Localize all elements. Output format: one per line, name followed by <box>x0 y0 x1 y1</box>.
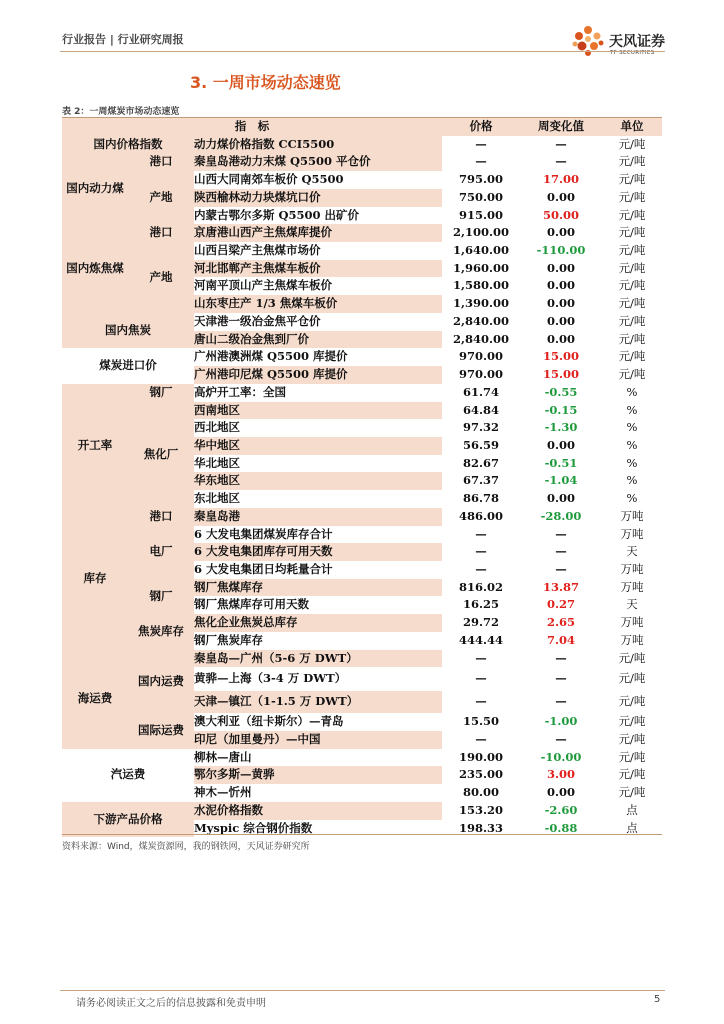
category-domestic-thermal-coal: 国内动力煤 <box>62 153 128 224</box>
price-cell: 198.33 <box>458 820 503 835</box>
table-row <box>62 348 662 366</box>
indicator-cell: 河北邯郸产主焦煤车板价 <box>194 260 442 278</box>
change-cell: — <box>555 671 567 686</box>
change-cell: 0.00 <box>546 189 575 204</box>
indicator-cell: 钢厂焦炭库存 <box>194 632 263 647</box>
unit-cell: 天 <box>626 597 638 612</box>
indicator-cell: 唐山二级冶金焦到厂价 <box>194 331 442 349</box>
price-cell: 2,840.00 <box>452 313 510 328</box>
sub-coke-inventory: 焦炭库存 <box>128 614 194 649</box>
unit-cell: 元/吨 <box>618 207 646 222</box>
unit-cell: 元/吨 <box>618 785 646 800</box>
indicator-cell: 山东枣庄产 1/3 焦煤车板价 <box>194 295 442 313</box>
unit-cell: 元/吨 <box>618 296 646 311</box>
unit-cell: 元/吨 <box>618 749 646 764</box>
unit-cell: 点 <box>626 802 638 817</box>
change-cell: 0.00 <box>546 785 575 800</box>
price-cell: 750.00 <box>458 189 503 204</box>
price-cell: 816.02 <box>458 579 503 594</box>
change-cell: 0.00 <box>546 260 575 275</box>
price-cell: 16.25 <box>462 597 499 612</box>
change-cell: 0.00 <box>546 331 575 346</box>
price-cell: 1,390.00 <box>452 296 510 311</box>
unit-cell: 万吨 <box>620 632 644 647</box>
table-row <box>62 136 662 154</box>
change-cell: 0.00 <box>546 296 575 311</box>
sub-port: 港口 <box>128 153 194 171</box>
indicator-cell: 柳林—唐山 <box>194 749 252 764</box>
indicator-cell: 东北地区 <box>194 491 240 506</box>
price-cell: — <box>475 154 487 169</box>
unit-cell: 天 <box>626 544 638 559</box>
indicator-cell: 印尼（加里曼丹）—中国 <box>194 731 442 749</box>
indicator-cell: 钢厂焦煤库存可用天数 <box>194 597 309 612</box>
category-sea-freight: 海运费 <box>62 650 128 749</box>
price-cell: 970.00 <box>458 367 503 382</box>
indicator-cell: 山西大同南郊车板价 Q5500 <box>194 172 344 187</box>
unit-cell: 元/吨 <box>618 367 646 382</box>
change-cell: -0.51 <box>544 455 578 470</box>
indicator-cell: 华中地区 <box>194 437 442 455</box>
table-caption: 表 2：一周煤炭市场动态速览 <box>62 107 180 117</box>
table-row <box>62 508 662 526</box>
change-cell: 50.00 <box>542 207 579 222</box>
page-number: 5 <box>654 994 661 1005</box>
change-cell: 0.27 <box>546 597 575 612</box>
table-row <box>62 313 662 331</box>
coal-market-table <box>62 118 662 837</box>
change-cell: — <box>555 561 567 576</box>
unit-cell: 元/吨 <box>618 172 646 187</box>
unit-cell: 元/吨 <box>618 732 646 746</box>
indicator-cell: 华东地区 <box>194 472 442 490</box>
price-cell: — <box>475 671 487 686</box>
price-cell: — <box>475 526 487 541</box>
footer-rule <box>60 990 665 991</box>
unit-cell: 万吨 <box>620 615 644 630</box>
change-cell: -28.00 <box>540 508 582 523</box>
unit-cell: % <box>626 402 638 417</box>
change-cell: 0.00 <box>546 278 575 293</box>
price-cell: 915.00 <box>458 207 503 222</box>
price-cell: 970.00 <box>458 349 503 364</box>
unit-cell: 元/吨 <box>618 671 646 686</box>
indicator-cell: 河南平顶山产主焦煤车板价 <box>194 278 332 293</box>
category-coal-import-price: 煤炭进口价 <box>62 348 194 383</box>
indicator-cell: 天津—镇江（1-1.5 万 DWT） <box>194 691 442 713</box>
price-cell: 56.59 <box>462 437 499 452</box>
sub-origin: 产地 <box>128 171 194 224</box>
change-cell: -110.00 <box>536 243 586 258</box>
unit-cell: % <box>626 455 638 470</box>
col-header-indicator: 指 标 <box>62 118 442 136</box>
sub-power-plant: 电厂 <box>128 526 194 579</box>
table-bottom-rule <box>62 834 662 835</box>
unit-cell: 元/吨 <box>618 349 646 364</box>
section-title: 3. 一周市场动态速览 <box>190 73 341 92</box>
col-header-change: 周变化值 <box>520 118 602 136</box>
indicator-cell: 动力煤价格指数 CCI5500 <box>194 136 442 154</box>
price-cell: 97.32 <box>462 420 499 435</box>
indicator-cell: 焦化企业焦炭总库存 <box>194 614 442 632</box>
unit-cell: 万吨 <box>620 579 644 594</box>
change-cell: — <box>555 694 567 709</box>
sub-origin: 产地 <box>128 242 194 313</box>
change-cell: 2.65 <box>546 615 575 630</box>
price-cell: — <box>475 732 487 746</box>
sub-steel-mill: 钢厂 <box>128 384 194 402</box>
table-row <box>62 802 662 820</box>
price-cell: 64.84 <box>462 402 499 417</box>
logo-text-cn: 天风证券 <box>609 34 665 50</box>
unit-cell: 元/吨 <box>618 767 646 782</box>
table-row <box>62 713 662 731</box>
col-header-price: 价格 <box>442 118 520 136</box>
change-cell: -1.00 <box>544 714 578 729</box>
unit-cell: 点 <box>626 820 638 835</box>
change-cell: 3.00 <box>546 767 575 782</box>
change-cell: 0.00 <box>546 313 575 328</box>
sub-steel-mill: 钢厂 <box>128 579 194 614</box>
company-logo <box>568 22 678 62</box>
change-cell: -0.15 <box>544 402 578 417</box>
price-cell: 2,840.00 <box>452 331 510 346</box>
change-cell: — <box>555 732 567 746</box>
col-header-unit: 单位 <box>602 118 662 136</box>
table-row <box>62 749 662 767</box>
price-cell: — <box>475 650 487 665</box>
unit-cell: 万吨 <box>620 508 644 523</box>
indicator-cell: 澳大利亚（纽卡斯尔）—青岛 <box>194 714 344 729</box>
disclaimer-text: 请务必阅读正文之后的信息披露和免责申明 <box>76 998 266 1009</box>
price-cell: — <box>475 694 487 709</box>
table-row <box>62 650 662 668</box>
unit-cell: 元/吨 <box>618 694 646 709</box>
logo-flower-icon <box>568 22 608 62</box>
price-cell: 1,580.00 <box>452 278 510 293</box>
change-cell: -1.30 <box>544 420 578 435</box>
indicator-cell: 广州港澳洲煤 Q5500 库提价 <box>194 349 348 364</box>
unit-cell: 元/吨 <box>618 650 646 665</box>
indicator-cell: 秦皇岛港动力末煤 Q5500 平仓价 <box>194 153 442 171</box>
price-cell: 444.44 <box>458 632 503 647</box>
price-cell: 486.00 <box>458 508 503 523</box>
price-cell: 190.00 <box>458 749 503 764</box>
unit-cell: 元/吨 <box>618 243 646 258</box>
price-cell: 15.50 <box>462 714 499 729</box>
change-cell: -0.55 <box>544 384 578 399</box>
sub-coking-plant: 焦化厂 <box>128 402 194 508</box>
category-operating-rate: 开工率 <box>62 384 128 508</box>
table-row <box>62 153 662 171</box>
unit-cell: 元/吨 <box>618 714 646 729</box>
indicator-cell: Myspic 综合钢价指数 <box>194 820 313 835</box>
table-row <box>62 242 662 260</box>
breadcrumb: 行业报告 | 行业研究周报 <box>62 33 184 46</box>
category-downstream-prices: 下游产品价格 <box>62 802 194 837</box>
category-domestic-index: 国内价格指数 <box>62 136 194 154</box>
change-cell: 13.87 <box>542 579 579 594</box>
indicator-cell: 钢厂焦煤库存 <box>194 579 442 597</box>
table-row <box>62 614 662 632</box>
indicator-cell: 神木—忻州 <box>194 785 252 800</box>
change-cell: — <box>555 544 567 559</box>
indicator-cell: 京唐港山西产主焦煤库提价 <box>194 224 442 242</box>
price-cell: 61.74 <box>462 384 499 399</box>
header-rule <box>60 51 665 52</box>
indicator-cell: 6 大发电集团煤炭库存合计 <box>194 526 333 541</box>
change-cell: 0.00 <box>546 491 575 506</box>
indicator-cell: 黄骅—上海（3-4 万 DWT） <box>194 671 347 686</box>
indicator-cell: 6 大发电集团库存可用天数 <box>194 543 442 561</box>
sub-port: 港口 <box>128 224 194 242</box>
change-cell: 7.04 <box>546 632 575 647</box>
indicator-cell: 6 大发电集团日均耗量合计 <box>194 561 333 576</box>
price-cell: 2,100.00 <box>452 225 510 240</box>
unit-cell: 元/吨 <box>618 225 646 240</box>
change-cell: 17.00 <box>542 172 579 187</box>
unit-cell: 元/吨 <box>618 154 646 169</box>
indicator-cell: 天津港一级冶金焦平仓价 <box>194 313 321 328</box>
unit-cell: % <box>626 384 638 399</box>
price-cell: 86.78 <box>462 491 499 506</box>
unit-cell: 元/吨 <box>618 136 646 151</box>
unit-cell: % <box>626 473 638 488</box>
price-cell: 80.00 <box>462 785 499 800</box>
unit-cell: 元/吨 <box>618 331 646 346</box>
table-row <box>62 579 662 597</box>
change-cell: 0.00 <box>546 225 575 240</box>
category-domestic-coke: 国内焦炭 <box>62 313 194 348</box>
table-row <box>62 384 662 402</box>
change-cell: -0.88 <box>544 820 578 835</box>
category-domestic-coking-coal: 国内炼焦煤 <box>62 224 128 313</box>
price-cell: 29.72 <box>462 615 499 630</box>
indicator-cell: 西北地区 <box>194 420 240 435</box>
unit-cell: % <box>626 491 638 506</box>
logo-text-en: TF SECURITIES <box>610 50 655 56</box>
table-row <box>62 171 662 189</box>
price-cell: 1,640.00 <box>452 243 510 258</box>
indicator-cell: 水泥价格指数 <box>194 802 442 820</box>
price-cell: 1,960.00 <box>452 260 510 275</box>
unit-cell: % <box>626 437 638 452</box>
category-truck-freight: 汽运费 <box>62 749 194 802</box>
table-row <box>62 224 662 242</box>
change-cell: — <box>555 526 567 541</box>
price-cell: 67.37 <box>462 473 499 488</box>
change-cell: 15.00 <box>542 367 579 382</box>
price-cell: 235.00 <box>458 767 503 782</box>
change-cell: -1.04 <box>544 473 578 488</box>
price-cell: — <box>475 136 487 151</box>
change-cell: -2.60 <box>544 802 578 817</box>
unit-cell: 元/吨 <box>618 260 646 275</box>
unit-cell: 元/吨 <box>618 278 646 293</box>
unit-cell: 元/吨 <box>618 313 646 328</box>
indicator-cell: 山西吕梁产主焦煤市场价 <box>194 243 321 258</box>
sub-intl-freight: 国际运费 <box>128 713 194 748</box>
indicator-cell: 陕西榆林动力块煤坑口价 <box>194 189 442 207</box>
table-header-row <box>62 118 662 136</box>
indicator-cell: 高炉开工率：全国 <box>194 384 286 399</box>
sub-port: 港口 <box>128 508 194 526</box>
indicator-cell: 秦皇岛港 <box>194 508 442 526</box>
unit-cell: % <box>626 420 638 435</box>
price-cell: — <box>475 561 487 576</box>
indicator-cell: 鄂尔多斯—黄骅 <box>194 766 442 784</box>
change-cell: 0.00 <box>546 437 575 452</box>
sub-domestic-freight: 国内运费 <box>128 650 194 714</box>
category-inventory: 库存 <box>62 508 128 650</box>
unit-cell: 万吨 <box>620 526 644 541</box>
price-cell: — <box>475 544 487 559</box>
indicator-cell: 内蒙古鄂尔多斯 Q5500 出矿价 <box>194 207 360 222</box>
unit-cell: 万吨 <box>620 561 644 576</box>
indicator-cell: 华北地区 <box>194 455 240 470</box>
source-note: 资料来源：Wind，煤炭资源网，我的钢铁网，天风证券研究所 <box>62 842 310 852</box>
change-cell: -10.00 <box>540 749 582 764</box>
change-cell: — <box>555 154 567 169</box>
indicator-cell: 西南地区 <box>194 402 442 420</box>
price-cell: 795.00 <box>458 172 503 187</box>
table-row <box>62 526 662 544</box>
price-cell: 153.20 <box>458 802 503 817</box>
price-cell: 82.67 <box>462 455 499 470</box>
change-cell: — <box>555 136 567 151</box>
unit-cell: 元/吨 <box>618 189 646 204</box>
change-cell: — <box>555 650 567 665</box>
table-row <box>62 402 662 420</box>
indicator-cell: 秦皇岛—广州（5-6 万 DWT） <box>194 650 442 668</box>
change-cell: 15.00 <box>542 349 579 364</box>
indicator-cell: 广州港印尼煤 Q5500 库提价 <box>194 366 442 384</box>
